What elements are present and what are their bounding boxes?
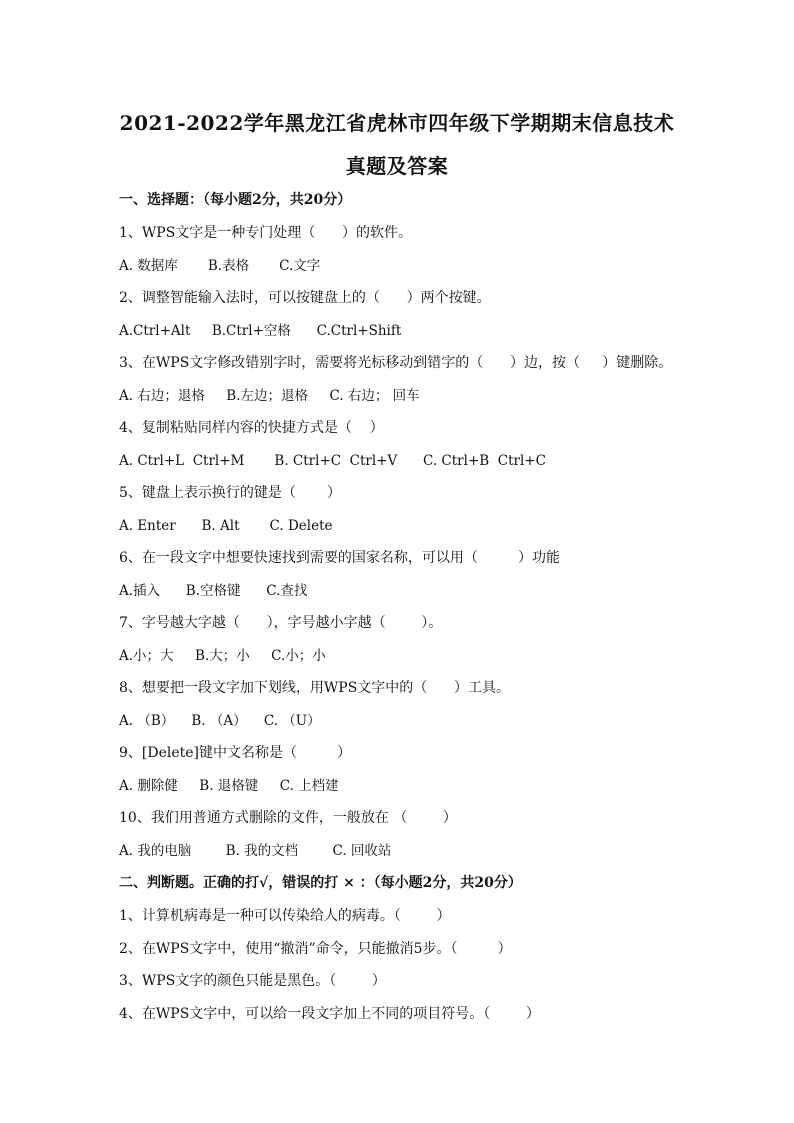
- question-text: 10、我们用普通方式删除的文件，一般放在 （ ）: [119, 810, 457, 826]
- question-options: A. Ctrl+L Ctrl+M B. Ctrl+C Ctrl+V C. Ctrl+B Ctrl+C: [119, 453, 546, 469]
- question-options: A.小；大 B.大；小 C.小；小: [119, 648, 326, 664]
- question-options: A. 右边；退格 B.左边；退格 C. 右边； 回车: [119, 388, 420, 404]
- question-options: A. （B） B. （A） C. （U）: [119, 713, 321, 729]
- question-text: 9、[Delete]键中文名称是（ ）: [119, 745, 352, 761]
- section-heading-multiple-choice: 一、选择题：（每小题2分，共20分）: [119, 192, 352, 208]
- question-options: A. 删除健 B. 退格键 C. 上档建: [119, 778, 339, 794]
- question-text: 1、WPS文字是一种专门处理（ ）的软件。: [119, 225, 413, 241]
- document-title-line-2: 真题及答案: [345, 154, 449, 178]
- question-text: 7、字号越大字越（ ），字号越小字越（ ）。: [119, 615, 443, 631]
- question-text: 2、调整智能输入法时，可以按键盘上的（ ）两个按键。: [119, 290, 491, 306]
- question-options: A. 我的电脑 B. 我的文档 C. 回收站: [119, 843, 392, 859]
- document-title-line-1: 2021-2022学年黑龙江省虎林市四年级下学期期末信息技术: [119, 111, 675, 135]
- question-options: A. 数据库 B.表格 C.文字: [119, 258, 321, 274]
- question-text: 8、想要把一段文字加下划线，用WPS文字中的（ ）工具。: [119, 680, 511, 696]
- question-text: 6、在一段文字中想要快速找到需要的国家名称，可以用（ ）功能: [119, 550, 560, 566]
- question-options: A.插入 B.空格键 C.查找: [119, 583, 308, 599]
- true-false-question: 1、计算机病毒是一种可以传染给人的病毒。（ ）: [119, 908, 451, 924]
- question-options: A. Enter B. Alt C. Delete: [119, 518, 333, 534]
- section-heading-true-false: 二、判断题。正确的打√，错误的打 × ：（每小题2分，共20分）: [119, 875, 522, 891]
- question-text: 5、键盘上表示换行的键是（ ）: [119, 485, 342, 501]
- true-false-question: 3、WPS文字的颜色只能是黑色。（ ）: [119, 973, 386, 989]
- true-false-question: 4、在WPS文字中，可以给一段文字加上不同的项目符号。（ ）: [119, 1006, 540, 1022]
- true-false-question: 2、在WPS文字中，使用“撤消”命令，只能撤消5步。（ ）: [119, 941, 512, 957]
- question-options: A.Ctrl+Alt B.Ctrl+空格 C.Ctrl+Shift: [119, 323, 402, 339]
- question-text: 3、在WPS文字修改错别字时，需要将光标移动到错字的（ ）边，按（ ）键删除。: [119, 355, 673, 371]
- question-text: 4、复制粘贴同样内容的快捷方式是（ ）: [119, 420, 384, 436]
